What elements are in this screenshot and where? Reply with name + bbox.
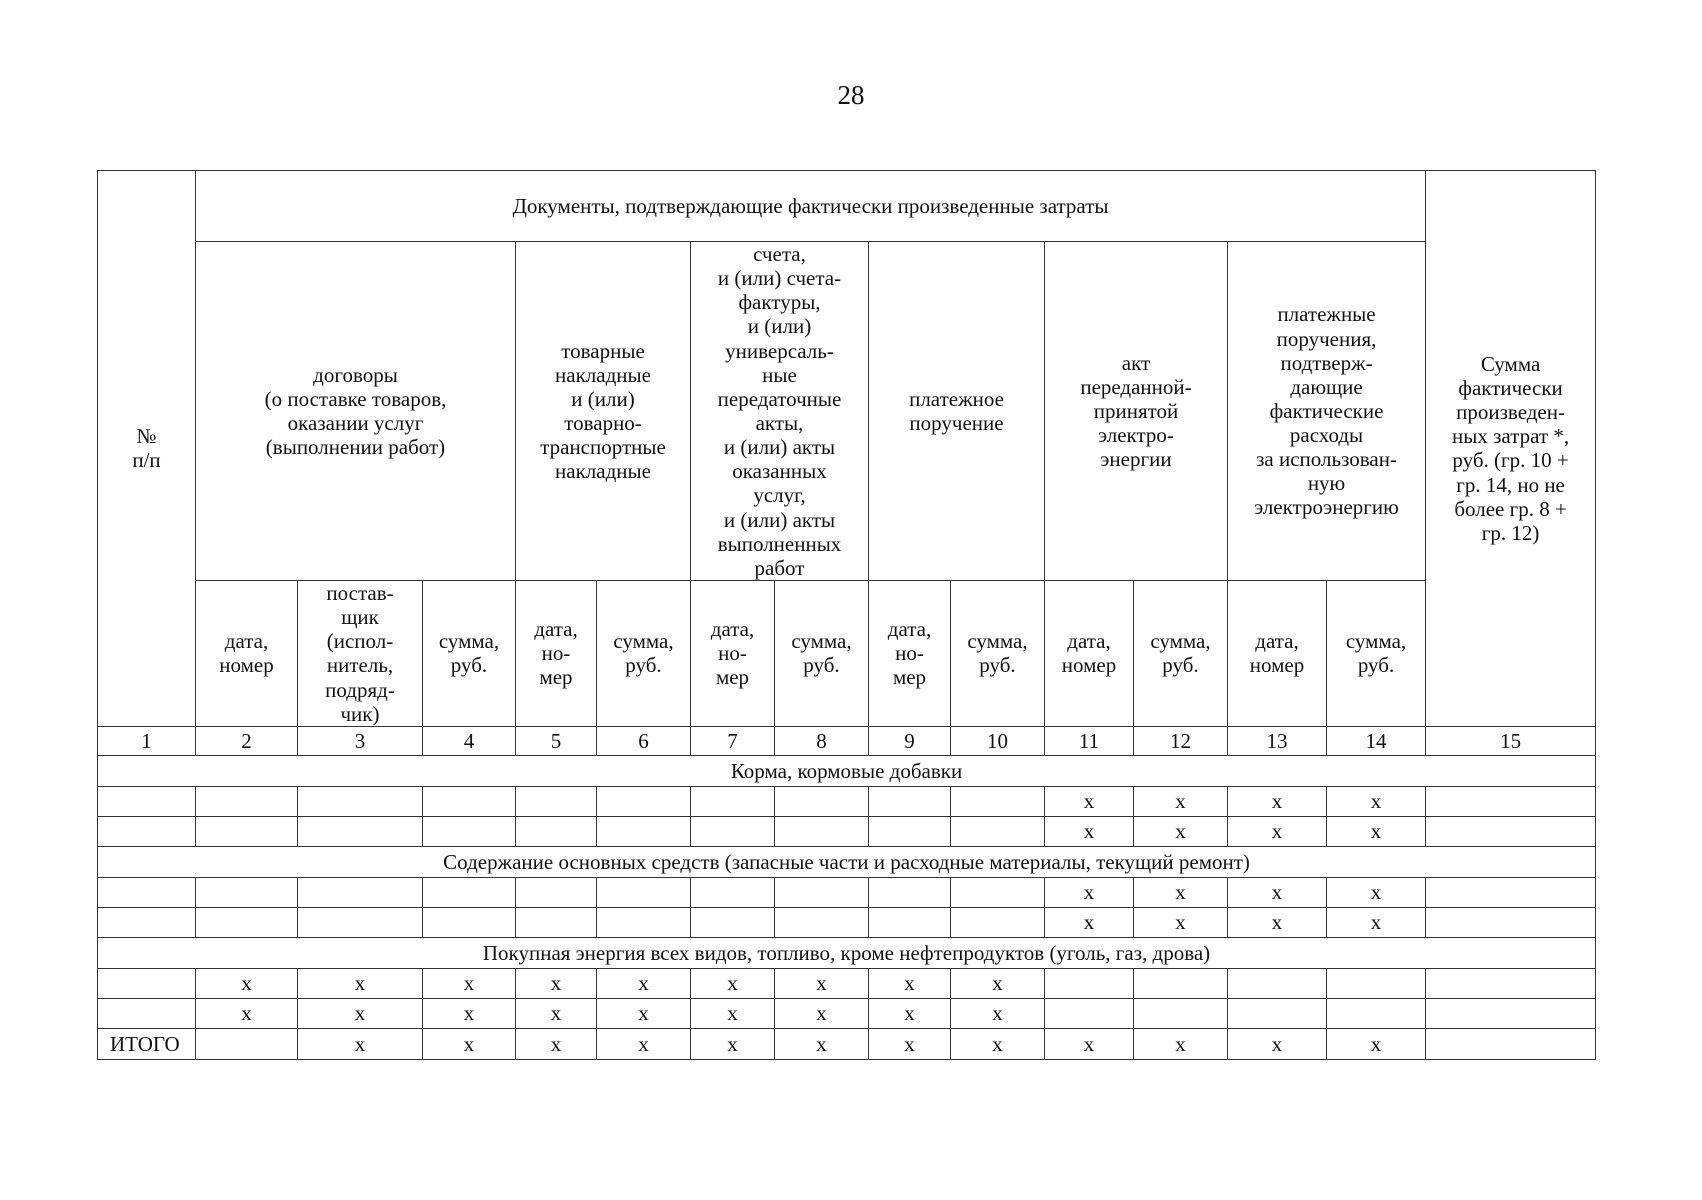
table-cell	[691, 786, 775, 816]
table-cell	[775, 786, 869, 816]
subheader-cell: сумма, руб.	[1327, 581, 1426, 727]
table-cell	[869, 877, 951, 907]
table-cell: x	[951, 968, 1045, 998]
section-title: Корма, кормовые добавки	[98, 755, 1596, 786]
table-cell: x	[869, 968, 951, 998]
table-cell	[98, 907, 196, 937]
table-cell	[1327, 998, 1426, 1028]
subheader-cell: сумма, руб.	[775, 581, 869, 727]
subheader-cell: постав- щик (испол- нитель, подряд- чик)	[298, 581, 423, 727]
subheader-cell: дата, номер	[1228, 581, 1327, 727]
table-cell: x	[1228, 786, 1327, 816]
table-cell	[298, 816, 423, 846]
total-cell: x	[597, 1028, 691, 1059]
column-numbers-row	[98, 726, 1596, 755]
table-cell	[869, 816, 951, 846]
table-cell: x	[1327, 907, 1426, 937]
table-row	[98, 907, 1596, 937]
table-cell	[951, 907, 1045, 937]
subheader-cell: сумма, руб.	[423, 581, 516, 727]
section-row	[98, 846, 1596, 877]
table-cell	[298, 877, 423, 907]
table-cell: x	[1228, 907, 1327, 937]
section-title: Содержание основных средств (запасные части и расходные материалы, текущий ремонт)	[98, 846, 1596, 877]
table-cell	[196, 786, 298, 816]
table-cell: x	[423, 968, 516, 998]
column-number: 11	[1045, 726, 1134, 755]
column-number: 4	[423, 726, 516, 755]
group-waybills: товарные накладные и (или) товарно- транспортные накладные	[516, 242, 691, 581]
expense-documents-table	[97, 170, 1596, 1060]
table-cell	[691, 907, 775, 937]
table-cell	[1134, 998, 1228, 1028]
table-cell	[516, 877, 597, 907]
table-cell	[98, 816, 196, 846]
table-cell: x	[1327, 786, 1426, 816]
table-cell: x	[775, 968, 869, 998]
table-cell: x	[298, 968, 423, 998]
table-cell: x	[1327, 816, 1426, 846]
total-cell	[1426, 1028, 1596, 1059]
table-cell	[691, 816, 775, 846]
column-number: 2	[196, 726, 298, 755]
group-electricity-act: акт переданной- принятой электро- энергии	[1045, 242, 1228, 581]
table-cell	[423, 816, 516, 846]
table-cell	[775, 907, 869, 937]
column-number: 12	[1134, 726, 1228, 755]
table-cell	[98, 786, 196, 816]
subheader-cell: сумма, руб.	[1134, 581, 1228, 727]
table-cell	[516, 786, 597, 816]
table-cell	[516, 907, 597, 937]
table-cell: x	[597, 998, 691, 1028]
table-cell: x	[1045, 877, 1134, 907]
table-cell	[1045, 968, 1134, 998]
table-cell: x	[597, 968, 691, 998]
header-documents: Документы, подтверждающие фактически произведенные затраты	[196, 171, 1426, 242]
table-cell: x	[1134, 907, 1228, 937]
table-row	[98, 816, 1596, 846]
subheader-cell: сумма, руб.	[951, 581, 1045, 727]
table-cell: x	[869, 998, 951, 1028]
group-invoices: счета, и (или) счета- фактуры, и (или) универсаль- ные передаточные акты, и (или) акты оказанных услуг, и (или) акты выполненных работ	[691, 242, 869, 581]
total-cell	[196, 1028, 298, 1059]
section-row	[98, 755, 1596, 786]
table-cell: x	[1045, 786, 1134, 816]
column-number: 9	[869, 726, 951, 755]
table-cell	[597, 786, 691, 816]
table-cell	[1134, 968, 1228, 998]
table-cell	[298, 907, 423, 937]
subheader-cell: дата, номер	[1045, 581, 1134, 727]
total-cell: x	[1134, 1028, 1228, 1059]
table-cell	[1327, 968, 1426, 998]
subheader-cell: сумма, руб.	[597, 581, 691, 727]
table-cell: x	[1327, 877, 1426, 907]
total-cell: x	[516, 1028, 597, 1059]
group-contracts: договоры (о поставке товаров, оказании услуг (выполнении работ)	[196, 242, 516, 581]
header-total-sum: Сумма фактически произведен- ных затрат *, руб. (гр. 10 + гр. 14, но не более гр. 8 + гр. 12)	[1426, 171, 1596, 727]
table-cell	[597, 907, 691, 937]
table-cell	[423, 786, 516, 816]
table-cell: x	[1045, 816, 1134, 846]
total-cell: x	[423, 1028, 516, 1059]
table-cell	[691, 877, 775, 907]
table-cell: x	[516, 968, 597, 998]
column-number: 3	[298, 726, 423, 755]
group-electricity-payments: платежные поручения, подтверж- дающие фактические расходы за использован- ную электроэнергию	[1228, 242, 1426, 581]
table-cell	[1426, 907, 1596, 937]
table-cell	[516, 816, 597, 846]
table-cell	[98, 998, 196, 1028]
table-cell: x	[196, 998, 298, 1028]
table-row	[98, 998, 1596, 1028]
total-cell: x	[775, 1028, 869, 1059]
table-cell: x	[298, 998, 423, 1028]
table-body	[98, 755, 1596, 1028]
total-row	[98, 1028, 1596, 1059]
total-cell: x	[869, 1028, 951, 1059]
column-number: 10	[951, 726, 1045, 755]
table-cell	[775, 877, 869, 907]
table-cell	[597, 816, 691, 846]
page-number: 28	[837, 80, 865, 110]
table-cell	[1426, 877, 1596, 907]
column-number: 5	[516, 726, 597, 755]
table-cell	[869, 786, 951, 816]
table-cell	[298, 786, 423, 816]
table-cell: x	[1134, 816, 1228, 846]
table-row	[98, 968, 1596, 998]
table-cell: x	[1228, 816, 1327, 846]
table-cell	[869, 907, 951, 937]
total-cell: x	[691, 1028, 775, 1059]
table-cell	[951, 816, 1045, 846]
table-cell	[1426, 816, 1596, 846]
table-cell	[196, 877, 298, 907]
table-cell	[775, 816, 869, 846]
table-cell	[196, 907, 298, 937]
total-cell: x	[298, 1028, 423, 1059]
subheader-cell: дата, но- мер	[691, 581, 775, 727]
table-cell	[1228, 968, 1327, 998]
table-cell: x	[691, 998, 775, 1028]
table-cell	[423, 907, 516, 937]
total-label: ИТОГО	[98, 1028, 196, 1059]
table-cell	[1426, 998, 1596, 1028]
table-cell: x	[951, 998, 1045, 1028]
table-cell	[1426, 786, 1596, 816]
table-cell: x	[1228, 877, 1327, 907]
column-number: 7	[691, 726, 775, 755]
table-cell: x	[691, 968, 775, 998]
column-number: 13	[1228, 726, 1327, 755]
table-cell	[597, 877, 691, 907]
table-cell	[1426, 968, 1596, 998]
subheader-cell: дата, но- мер	[516, 581, 597, 727]
table-cell: x	[423, 998, 516, 1028]
table-cell: x	[196, 968, 298, 998]
table-cell	[1045, 998, 1134, 1028]
section-row	[98, 937, 1596, 968]
table-cell	[951, 786, 1045, 816]
subheader-cell: дата, номер	[196, 581, 298, 727]
column-number: 14	[1327, 726, 1426, 755]
column-number: 1	[98, 726, 196, 755]
column-number: 15	[1426, 726, 1596, 755]
table-cell	[98, 877, 196, 907]
table-cell	[98, 968, 196, 998]
section-title: Покупная энергия всех видов, топливо, кроме нефтепродуктов (уголь, газ, дрова)	[98, 937, 1596, 968]
total-cell: x	[1327, 1028, 1426, 1059]
table-cell: x	[1045, 907, 1134, 937]
total-cell: x	[1045, 1028, 1134, 1059]
total-cell: x	[951, 1028, 1045, 1059]
table-cell	[196, 816, 298, 846]
table-cell: x	[1134, 877, 1228, 907]
table-row	[98, 877, 1596, 907]
group-payment-order: платежное поручение	[869, 242, 1045, 581]
column-number: 6	[597, 726, 691, 755]
total-cell: x	[1228, 1028, 1327, 1059]
table-cell: x	[775, 998, 869, 1028]
table-cell	[951, 877, 1045, 907]
subheader-cell: дата, но- мер	[869, 581, 951, 727]
column-number: 8	[775, 726, 869, 755]
table-cell: x	[1134, 786, 1228, 816]
header-row-number: № п/п	[98, 171, 196, 727]
table-cell: x	[516, 998, 597, 1028]
table-cell	[423, 877, 516, 907]
table-row	[98, 786, 1596, 816]
table-cell	[1228, 998, 1327, 1028]
